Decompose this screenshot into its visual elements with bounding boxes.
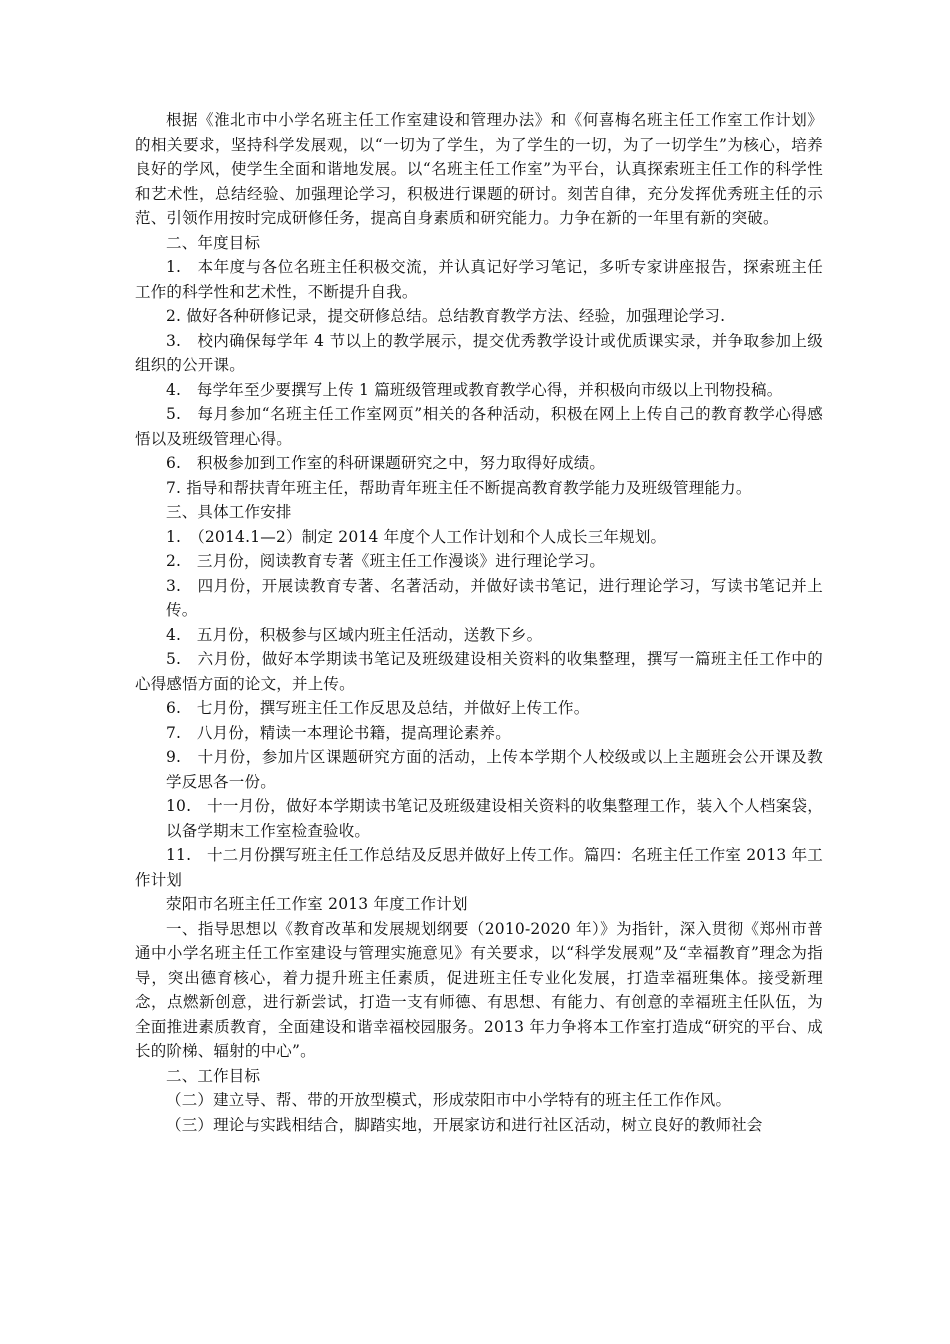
goal-item-4: 4. 每学年至少要撰写上传 1 篇班级管理或教育教学心得，并积极向市级以上刊物投稿。 [166,380,783,399]
document-body [135,108,823,1137]
goal-item-1: 1. 本年度与各位名班主任积极交流，并认真记好学习笔记，多听专家讲座报告，探索班主任工作的科学性和艺术性，不断提升自我。 [135,258,823,301]
plan-item-6: 6. 七月份，撰写班主任工作反思及总结，并做好上传工作。 [166,699,590,717]
paragraph-guiding-ideology: 一、指导思想以《教育改革和发展规划纲要（2010-2020 年）》为指针，深入贯彻《郑州市普通中小学名班主任工作室建设与管理实施意见》有关要求，以“科学发展观”及“幸福教育”理念为指导，突出德育核心，着力提升班主任素质，促进班主任专业化发展，打造幸福班集体。接受新理念，点燃新创意，进行新尝试，打造一支有师德、有思想、有能力、有创意的幸福班主任队伍，为全面推进素质教育，全面建设和谐幸福校园服务。2013 年力争将本工作室打造成“研究的平台、成长的阶梯、辐射的中心”。 [135,919,823,1060]
plan-item-10: 10. 十一月份，做好本学期读书笔记及班级建设相关资料的收集整理工作，装入个人档案袋，以备学期末工作室检查验收。 [166,797,823,840]
heading-annual-goals: 二、年度目标 [166,233,261,252]
plan-item-11: 11. 十二月份撰写班主任工作总结及反思并做好上传工作。篇四：名班主任工作室 2013 年工作计划 [135,846,823,889]
goal-item-7: 7. 指导和帮扶青年班主任，帮助青年班主任不断提高教育教学能力及班级管理能力。 [166,478,752,497]
plan-item-4: 4. 五月份，积极参与区域内班主任活动，送教下乡。 [166,625,543,644]
heading-work-goals: 二、工作目标 [166,1066,261,1085]
heading-work-plan: 三、具体工作安排 [166,503,292,521]
work-goal-item-2: （二）建立导、帮、带的开放型模式，形成荥阳市中小学特有的班主任工作作风。 [166,1091,732,1109]
plan-item-9: 9. 十月份，参加片区课题研究方面的活动，上传本学期个人校级或以上主题班会公开课及教学反思各一份。 [166,748,823,791]
goal-item-2: 2. 做好各种研修记录，提交研修总结。总结教育教学方法、经验，加强理论学习. [166,307,726,325]
plan-item-5: 5. 六月份，做好本学期读书笔记及班级建设相关资料的收集整理，撰写一篇班主任工作中的心得感悟方面的论文，并上传。 [135,650,823,693]
goal-item-6: 6. 积极参加到工作室的科研课题研究之中，努力取得好成绩。 [166,454,606,472]
paragraph-intro: 根据《淮北市中小学名班主任工作室建设和管理办法》和《何喜梅名班主任工作室工作计划》的相关要求，坚持科学发展观，以“一切为了学生，为了学生的一切，为了一切学生”为核心，培养良好的学风，使学生全面和谐地发展。以“名班主任工作室”为平台，认真探索班主任工作的科学性和艺术性，总结经验、加强理论学习，积极进行课题的研讨。刻苦自律，充分发挥优秀班主任的示范、引领作用按时完成研修任务，提高自身素质和研究能力。力争在新的一年里有新的突破。 [135,111,823,227]
plan-item-2: 2. 三月份，阅读教育专著《班主任工作漫谈》进行理论学习。 [166,552,606,570]
plan-item-3: 3. 四月份，开展读教育专著、名著活动，并做好读书笔记，进行理论学习，写读书笔记并上传。 [166,576,823,619]
work-goal-item-3: （三）理论与实践相结合，脚踏实地，开展家访和进行社区活动，树立良好的教师社会 [166,1115,763,1134]
section-title-2013: 荥阳市名班主任工作室 2013 年度工作计划 [166,895,468,913]
goal-item-3: 3. 校内确保每学年 4 节以上的教学展示，提交优秀教学设计或优质课实录，并争取参加上级组织的公开课。 [135,331,823,374]
plan-item-1: 1. （2014.1—2）制定 2014 年度个人工作计划和个人成长三年规划。 [166,527,667,546]
goal-item-5: 5. 每月参加“名班主任工作室网页”相关的各种活动，积极在网上上传自己的教育教学心得感悟以及班级管理心得。 [135,405,823,448]
plan-item-7: 7. 八月份，精读一本理论书籍，提高理论素养。 [166,723,511,742]
